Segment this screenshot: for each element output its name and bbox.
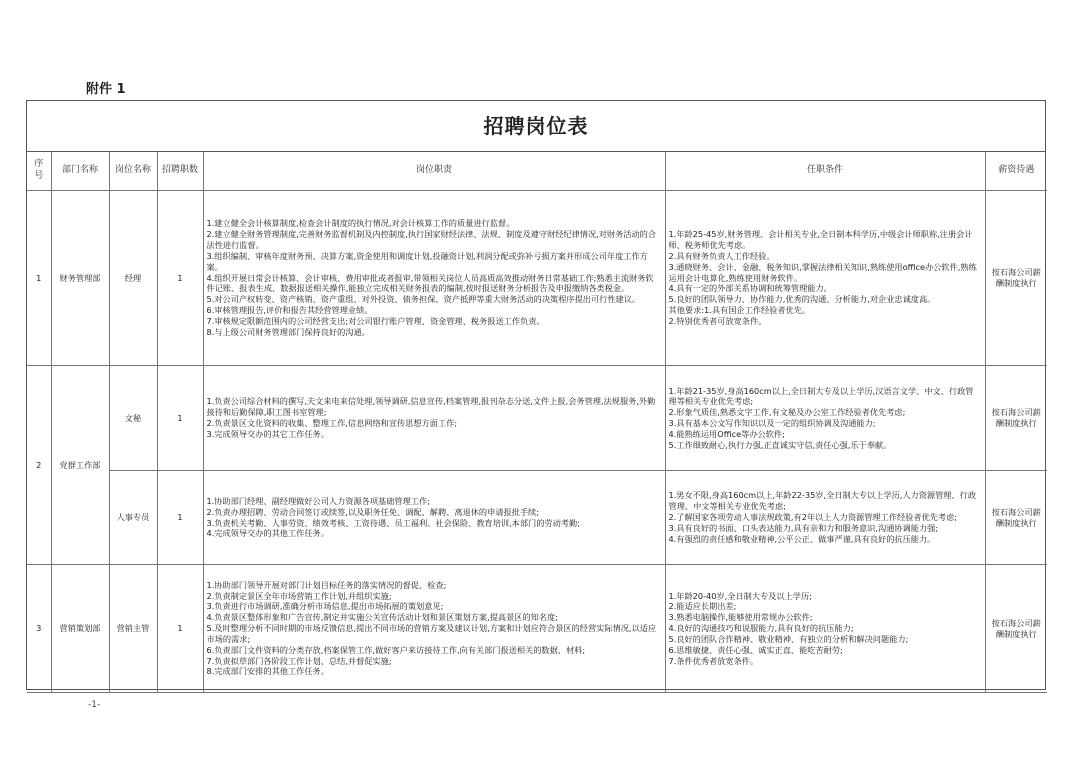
cell-line: 4.负责景区整体形象和广告宣传,制定并实施公关宣传活动计划和景区策划方案,提高景区的知名度; [206,612,558,623]
cell-line: 2.具有财务负责人工作经验。 [668,250,775,261]
cell-line: 3.具有良好的书面、口头表达能力,具有亲和力和服务意识,沟通协调能力强; [668,522,939,533]
cell-line: 3.完成领导交办的其它工作任务。 [206,428,329,439]
row-count: 1 [157,191,203,366]
header-position: 岗位名称 [109,152,157,191]
row-duties [203,471,665,565]
cell-line: 6.审核管理报告,评价和报告其经营管理业绩。 [206,305,373,316]
cell-line: 1.年龄25-45岁,财务管理、会计相关专业,全日制本科学历,中级会计师职称,注册会计师、税务师优先考虑。 [668,229,973,251]
row-no: 1 [27,191,51,366]
row-position: 营销主管 [109,565,157,693]
row-position: 人事专员 [109,471,157,565]
cell-line: 1.男女不限,身高160cm以上,年龄22-35岁,全日制大专以上学历,人力资源管理、行政管理、中文等相关专业优先考虑; [668,490,977,512]
cell-line: 8.与上级公司财务管理部门保持良好的沟通。 [206,326,370,337]
cell-line: 2.能适应长期出差; [668,601,737,612]
row-duties [203,191,665,366]
cell-line: 6.负责部门文件资料的分类存放,档案保管工作,做好客户来访接待工作,向有关部门报送相关的数据、材料; [206,644,586,655]
row-salary: 按石海公司薪酬制度执行 [985,191,1047,366]
row-requirements [665,471,985,565]
cell-line: 3.通晓财务、会计、金融、税务知识,掌握法律相关知识,熟练使用office办公软件,熟练运用会计电算化,熟练使用财务软件。 [668,261,977,283]
cell-line: 5.良好的团队领导力、协作能力,优秀的沟通、分析能力,对企业忠诚度高。 [668,294,936,305]
recruitment-table [27,152,1047,693]
cell-line: 2.负责景区文化资料的收集、整理工作,信息网络和宣传思想方面工作; [206,418,458,428]
cell-line: 2.负责办理招聘、劳动合同签订或续签,以及职务任免、调配、解聘、离退休的申请报批手续; [206,506,539,517]
cell-line: 5.工作细致耐心,执行力强,正直诚实守信,责任心强,乐于奉献。 [668,439,892,450]
cell-line: 8.完成部门安排的其他工作任务。 [206,666,329,677]
row-requirements [665,565,985,693]
cell-line: 3.负责机关考勤、人事劳资、绩效考核、工资待遇、员工福利、社会保险、教育培训,本部门的劳动考勤; [206,517,580,528]
row-count: 1 [157,471,203,565]
cell-line: 4.组织开展日常会计核算、会计审核、费用审批或者报审,带领相关岗位人员高质高效推动财务日常基础工作;熟悉主流财务软件记账、报表生成、数据报送相关操作,能独立完成相关财务报表的编制,按时报送财务分析报告及申报缴纳各类税金。 [206,272,654,294]
row-position: 经理 [109,191,157,366]
cell-line: 2.建立健全财务管理制度,完善财务监督机制及内控制度,执行国家财经法律、法规、制度及遵守财经纪律情况,对财务活动的合法性进行监督。 [206,229,657,251]
row-dept: 营销策划部 [51,565,109,693]
attachment-label: 附件 1 [86,82,126,97]
cell-line: 5.对公司产权转变、资产核销、资产重组、对外投资、债务担保、资产抵押等重大财务活动的决策程序提出可行性建议。 [206,294,641,305]
row-no: 2 [27,366,51,565]
row-requirements [665,191,985,366]
cell-line: 4.有强烈的责任感和敬业精神,公平公正、做事严谨,具有良好的抗压能力。 [668,533,936,544]
row-duties [203,366,665,471]
cell-line: 3.熟悉电脑操作,能够使用常规办公软件; [668,612,813,623]
table-header-row [27,152,1047,191]
table-row [27,191,1047,366]
cell-line: 7.条件优秀者放宽条件。 [668,655,759,666]
row-dept: 财务管理部 [51,191,109,366]
row-salary: 按石海公司薪酬制度执行 [985,366,1047,471]
page-number: -1- [88,700,101,710]
recruitment-table-sheet [26,100,1046,690]
cell-line: 3.负责进行市场调研,准确分析市场信息,提出市场拓展的策划意见; [206,601,444,612]
row-count: 1 [157,366,203,471]
cell-line: 2.形象气质佳,熟悉文字工作,有文秘及办公室工作经验者优先考虑; [668,407,906,418]
table-row [27,565,1047,693]
cell-line: 4.良好的沟通技巧和说服能力,具有良好的抗压能力; [668,623,854,634]
cell-line: 7.审核规定限额范围内的公司经营支出;对公司银行账户管理、资金管理、税务报送工作负责。 [206,315,545,326]
table-row [27,471,1047,565]
row-no: 3 [27,565,51,693]
header-duties: 岗位职责 [203,152,665,191]
cell-line: 3.组织编制、审核年度财务预、决算方案,资金使用和调度计划,投融资计划,利润分配或弥补亏损方案并形成公司年度工作方案。 [206,250,648,272]
cell-line: 7.负责拟草部门各阶段工作计划、总结,并督促实施; [206,655,392,666]
header-count: 招聘职数 [157,152,203,191]
cell-line: 1.年龄20-40岁,全日制大专及以上学历; [668,590,812,601]
row-duties [203,565,665,693]
cell-line: 5.良好的团队合作精神、敬业精神、有独立的分析和解决问题能力; [668,633,909,644]
row-count: 1 [157,565,203,693]
row-requirements [665,366,985,471]
cell-line: 6.思维敏捷、责任心强、诚实正直、能吃苦耐劳; [668,644,843,655]
cell-line: 3.具有基本公文写作知识以及一定的组织协调及沟通能力; [668,418,876,428]
header-salary: 薪资待遇 [985,152,1047,191]
cell-line: 1.建立健全会计核算制度,检查会计制度的执行情况,对会计核算工作的质量进行监督。 [206,218,515,229]
cell-line: 2.了解国家各项劳动人事法规政策,有2年以上人力资源管理工作经验者优先考虑; [668,512,958,523]
cell-line: 5.及时整理分析不同时期的市场反馈信息,提出不同市场的营销方案及建议计划,方案和计划应符合景区的经营实际情况,以适应市场的需求; [206,623,657,644]
cell-line: 其他要求:1.具有国企工作经验者优先。 [668,305,811,316]
cell-line: 4.完成领导交办的其他工作任务。 [206,528,329,539]
cell-line: 2.负责制定景区全年市场营销工作计划,并组织实施; [206,590,392,601]
cell-line: 1.协助部门经理、副经理做好公司人力资源各项基础管理工作; [206,495,430,506]
row-position: 文秘 [109,366,157,471]
cell-line: 1.协助部门领导开展对部门计划目标任务的落实情况的督促、检查; [206,579,447,590]
cell-line: 4.具有一定的外部关系协调和统筹管理能力。 [668,283,832,294]
cell-line: 1.负责公司综合材料的撰写,夫文来电来信处理,领导调研,信息宣传,档案管理,报刊杂志分送,文件上报,会务管理,法规服务,外勤接待和后勤保障,职工图书室管理; [206,396,656,418]
row-salary: 按石海公司薪酬制度执行 [985,471,1047,565]
cell-line: 1.年龄21-35岁,身高160cm以上,全日制大专及以上学历,汉语言文学、中文、行政管理等相关专业优先考虑; [668,385,974,407]
cell-line: 2.特别优秀者可放宽条件。 [668,315,767,326]
cell-line: 4.能熟练运用Office等办公软件; [668,428,785,439]
table-row [27,366,1047,471]
header-requirements: 任职条件 [665,152,985,191]
header-no: 序号 [27,152,51,191]
row-salary: 按石海公司薪酬制度执行 [985,565,1047,693]
header-dept: 部门名称 [51,152,109,191]
row-dept: 党群工作部 [51,366,109,565]
document-title: 招聘岗位表 [27,101,1045,152]
